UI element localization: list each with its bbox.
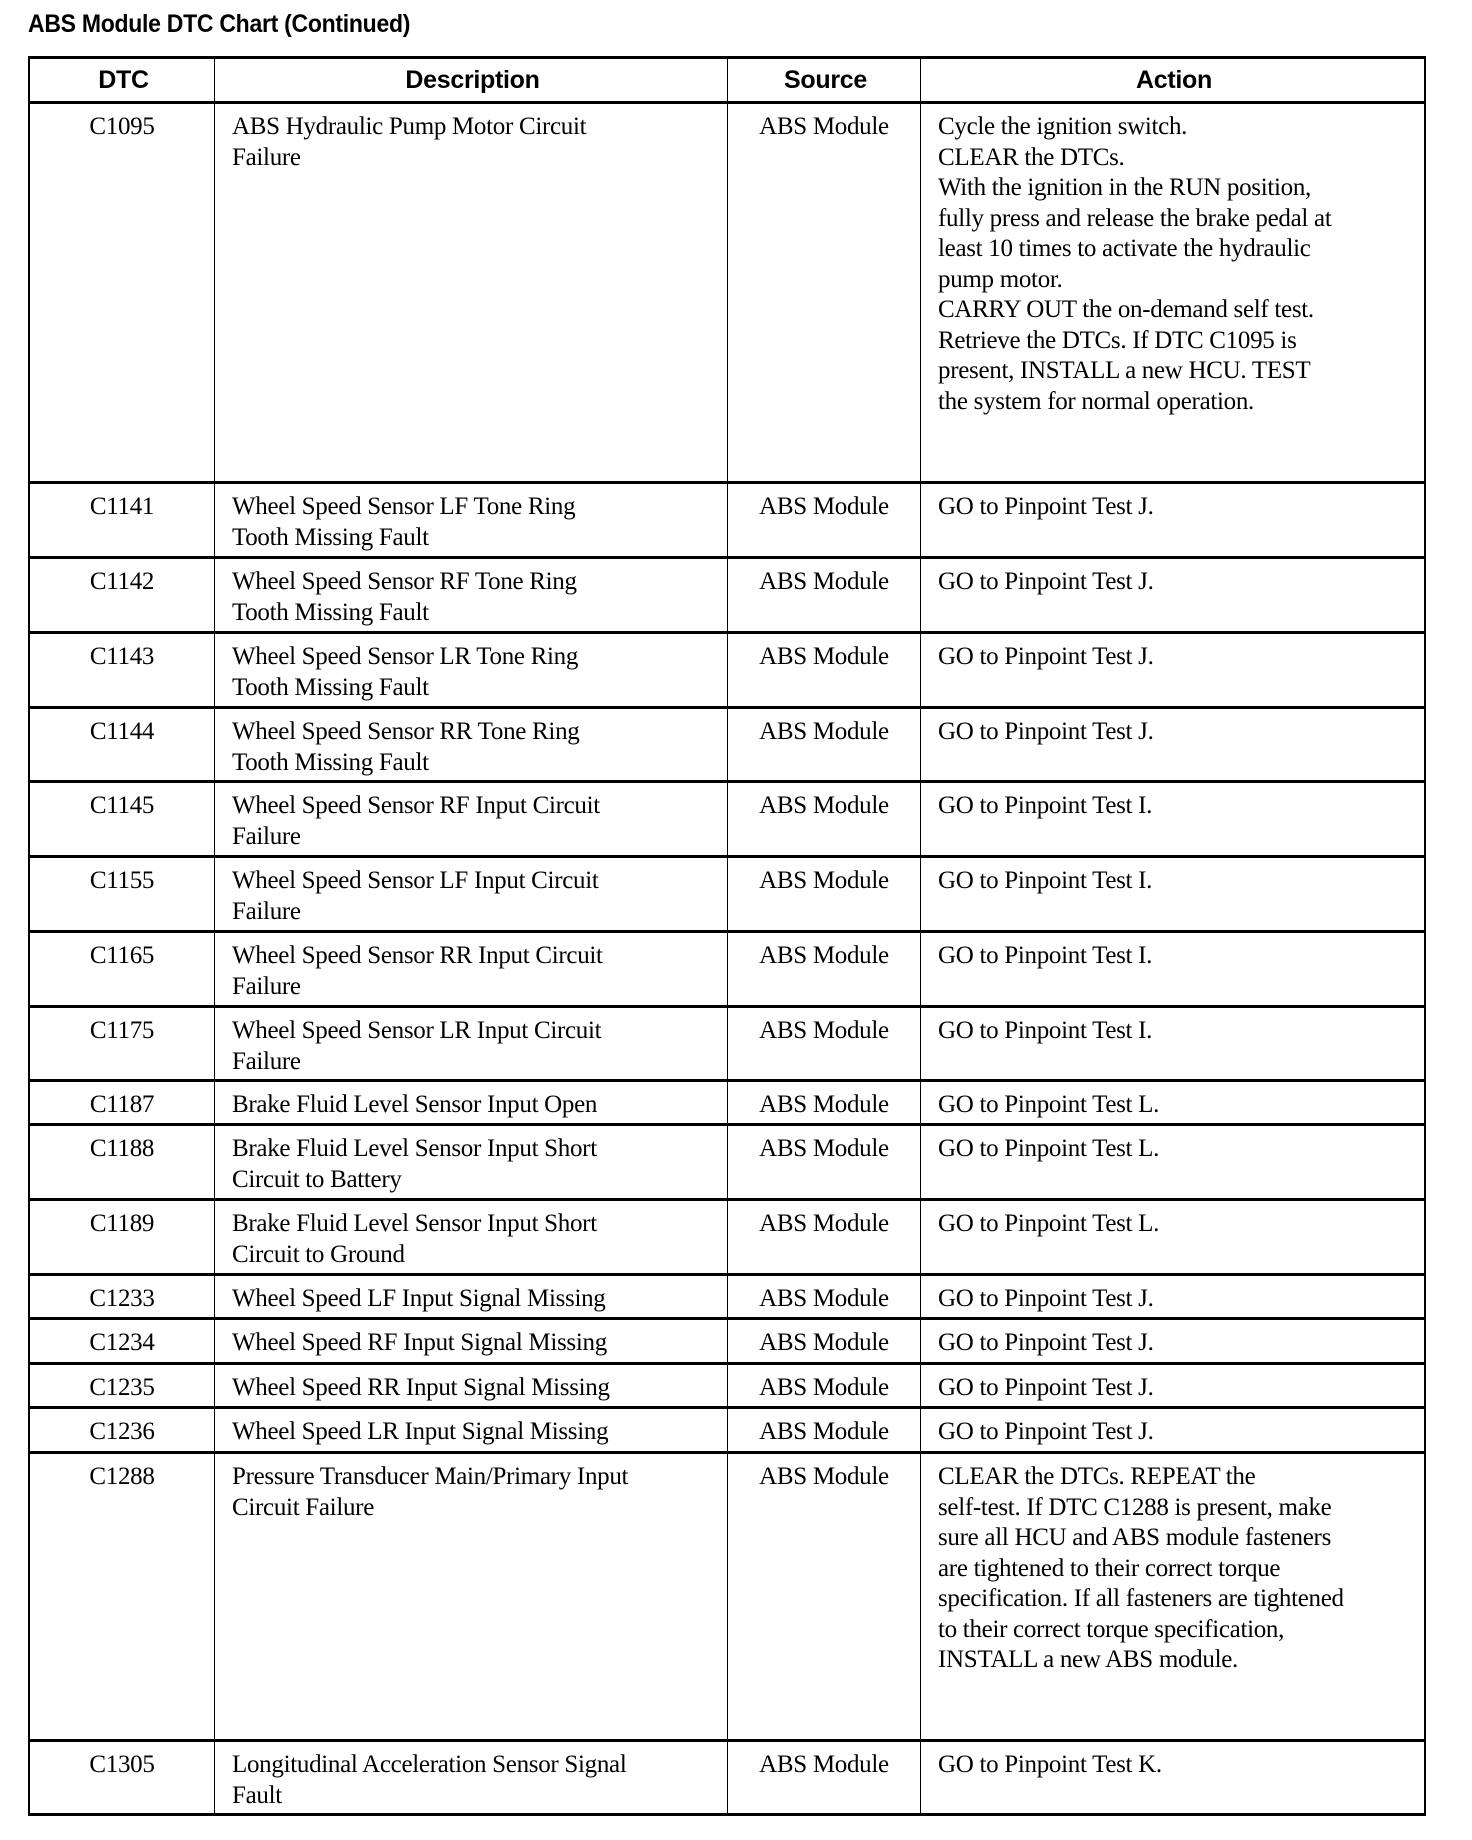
action-cell: GO to Pinpoint Test L. [938, 1210, 1160, 1237]
source-cell: ABS Module [728, 484, 921, 556]
source-cell: ABS Module [728, 858, 921, 930]
description-cell: Wheel Speed Sensor LF Tone Ring Tooth Missing Fault [215, 484, 728, 556]
action-cell: GO to Pinpoint Test J. [938, 718, 1154, 745]
source-cell: ABS Module [728, 1126, 921, 1198]
description-cell: Wheel Speed RR Input Signal Missing [215, 1365, 728, 1406]
header-dtc: DTC [30, 59, 215, 101]
source-cell: ABS Module [728, 783, 921, 855]
table-row [30, 933, 1424, 1008]
table-row [30, 783, 1424, 858]
source-cell: ABS Module [728, 104, 921, 481]
action-cell: GO to Pinpoint Test I. [938, 942, 1153, 969]
dtc-cell: C1236 [30, 1409, 215, 1451]
action-cell: GO to Pinpoint Test J. [938, 1329, 1154, 1356]
table-row [30, 1320, 1424, 1365]
action-cell: GO to Pinpoint Test J. [938, 568, 1154, 595]
action-cell: GO to Pinpoint Test L. [938, 1135, 1160, 1162]
action-cell: Cycle the ignition switch. CLEAR the DTCs. With the ignition in the RUN position, fully press and release the brake pedal at least 10 times to activate the hydraulic pump motor. CARRY OUT the on-demand self test. Retrieve the DTCs. If DTC C1095 is present, INSTALL a new HCU. TEST the system for normal operation. [938, 113, 1332, 415]
description-cell: Brake Fluid Level Sensor Input Open [215, 1082, 728, 1123]
dtc-cell: C1187 [30, 1082, 215, 1123]
source-cell: ABS Module [728, 1082, 921, 1123]
table-row [30, 858, 1424, 933]
description-cell: ABS Hydraulic Pump Motor Circuit Failure [215, 104, 728, 481]
description-cell: Brake Fluid Level Sensor Input Short Circuit to Battery [215, 1126, 728, 1198]
source-cell: ABS Module [728, 1320, 921, 1362]
table-row [30, 1742, 1424, 1816]
description-cell: Pressure Transducer Main/Primary Input Circuit Failure [215, 1454, 728, 1739]
dtc-cell: C1235 [30, 1365, 215, 1406]
table-row [30, 1126, 1424, 1201]
dtc-cell: C1188 [30, 1126, 215, 1198]
description-cell: Wheel Speed Sensor RF Tone Ring Tooth Missing Fault [215, 559, 728, 631]
table-row [30, 709, 1424, 783]
dtc-cell: C1288 [30, 1454, 215, 1739]
table-row [30, 1008, 1424, 1082]
description-cell: Wheel Speed Sensor RR Tone Ring Tooth Missing Fault [215, 709, 728, 780]
source-cell: ABS Module [728, 1201, 921, 1273]
source-cell: ABS Module [728, 1409, 921, 1451]
source-cell: ABS Module [728, 933, 921, 1005]
table-row [30, 634, 1424, 709]
dtc-cell: C1233 [30, 1276, 215, 1317]
action-cell: GO to Pinpoint Test L. [938, 1091, 1160, 1118]
description-cell: Wheel Speed LF Input Signal Missing [215, 1276, 728, 1317]
source-cell: ABS Module [728, 634, 921, 706]
source-cell: ABS Module [728, 559, 921, 631]
action-cell: GO to Pinpoint Test J. [938, 643, 1154, 670]
source-cell: ABS Module [728, 1008, 921, 1079]
description-cell: Wheel Speed Sensor LR Input Circuit Failure [215, 1008, 728, 1079]
table-row [30, 1365, 1424, 1409]
action-cell: GO to Pinpoint Test J. [938, 493, 1154, 520]
header-source: Source [728, 59, 921, 101]
action-cell: GO to Pinpoint Test K. [938, 1751, 1162, 1778]
dtc-cell: C1143 [30, 634, 215, 706]
page-title: ABS Module DTC Chart (Continued) [28, 10, 411, 38]
action-cell: CLEAR the DTCs. REPEAT the self-test. If DTC C1288 is present, make sure all HCU and ABS module fasteners are tightened to their correct torque specification. If all fasteners are tightened to their correct torque specification, INSTALL a new ABS module. [938, 1463, 1344, 1673]
dtc-cell: C1144 [30, 709, 215, 780]
source-cell: ABS Module [728, 1365, 921, 1406]
description-cell: Wheel Speed RF Input Signal Missing [215, 1320, 728, 1362]
table-row [30, 1276, 1424, 1320]
table-header-row [30, 59, 1424, 104]
dtc-cell: C1155 [30, 858, 215, 930]
header-action: Action [1136, 66, 1212, 94]
dtc-table [28, 56, 1426, 1816]
dtc-cell: C1145 [30, 783, 215, 855]
dtc-cell: C1234 [30, 1320, 215, 1362]
description-cell: Brake Fluid Level Sensor Input Short Circuit to Ground [215, 1201, 728, 1273]
description-cell: Wheel Speed Sensor LR Tone Ring Tooth Missing Fault [215, 634, 728, 706]
table-row [30, 1454, 1424, 1742]
dtc-cell: C1141 [30, 484, 215, 556]
description-cell: Longitudinal Acceleration Sensor Signal Fault [215, 1742, 728, 1813]
description-cell: Wheel Speed Sensor RF Input Circuit Failure [215, 783, 728, 855]
dtc-cell: C1165 [30, 933, 215, 1005]
dtc-cell: C1175 [30, 1008, 215, 1079]
action-cell: GO to Pinpoint Test I. [938, 1017, 1153, 1044]
table-row [30, 1201, 1424, 1276]
source-cell: ABS Module [728, 1276, 921, 1317]
action-cell: GO to Pinpoint Test I. [938, 867, 1153, 894]
table-row [30, 559, 1424, 634]
dtc-cell: C1189 [30, 1201, 215, 1273]
dtc-cell: C1095 [30, 104, 215, 481]
dtc-cell: C1305 [30, 1742, 215, 1813]
table-row [30, 1082, 1424, 1126]
table-row [30, 484, 1424, 559]
source-cell: ABS Module [728, 709, 921, 780]
header-description: Description [215, 59, 728, 101]
action-cell: GO to Pinpoint Test J. [938, 1418, 1154, 1445]
table-row [30, 1409, 1424, 1454]
action-cell: GO to Pinpoint Test J. [938, 1374, 1154, 1401]
action-cell: GO to Pinpoint Test J. [938, 1285, 1154, 1312]
action-cell: GO to Pinpoint Test I. [938, 792, 1153, 819]
table-row [30, 104, 1424, 484]
source-cell: ABS Module [728, 1742, 921, 1813]
description-cell: Wheel Speed Sensor LF Input Circuit Failure [215, 858, 728, 930]
dtc-cell: C1142 [30, 559, 215, 631]
description-cell: Wheel Speed Sensor RR Input Circuit Failure [215, 933, 728, 1005]
description-cell: Wheel Speed LR Input Signal Missing [215, 1409, 728, 1451]
source-cell: ABS Module [728, 1454, 921, 1739]
